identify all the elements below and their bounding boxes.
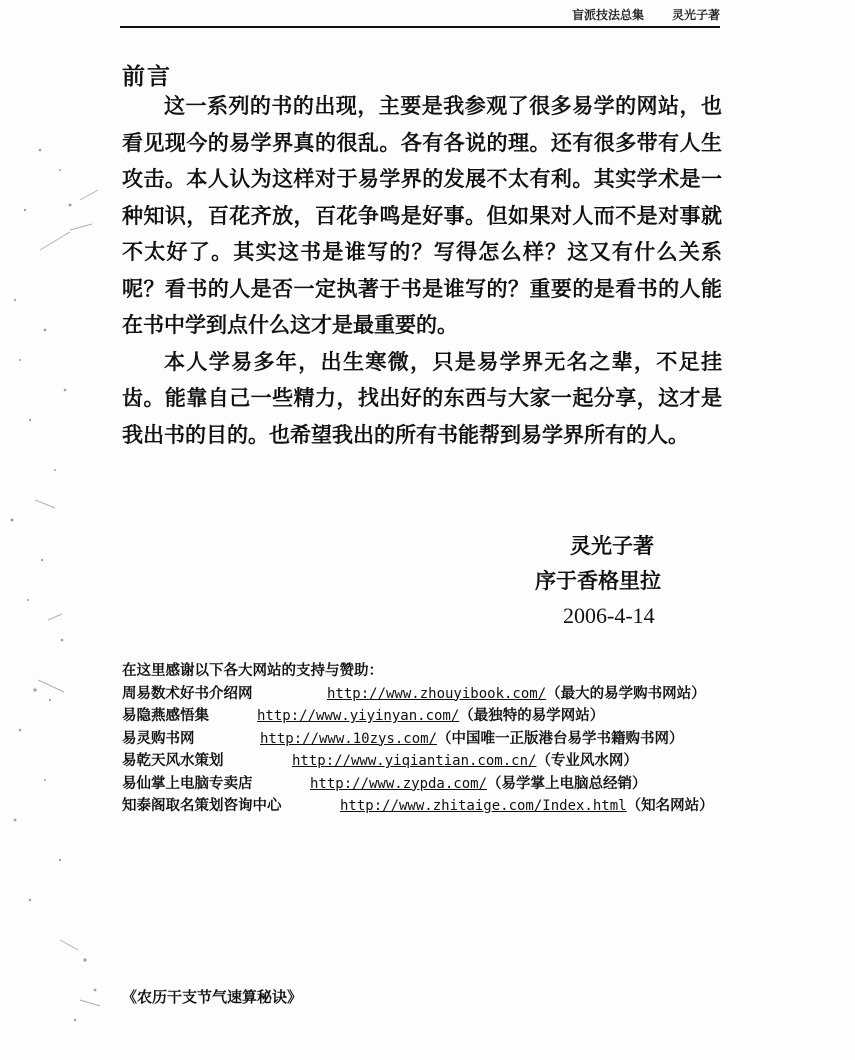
sponsor-name: 易乾天风水策划: [122, 752, 224, 769]
thanks-section: [122, 660, 727, 818]
sponsor-description: （易学掌上电脑总经销）: [487, 774, 647, 792]
footer-book-title: 《农历干支节气速算秘诀》: [122, 988, 303, 1006]
sponsor-entry: [122, 773, 727, 796]
sponsor-entry: [122, 683, 727, 706]
sponsor-link[interactable]: http://www.yiqiantian.com.cn/: [292, 753, 537, 769]
sponsor-description: （知名网站）: [626, 797, 714, 814]
header-rule: [120, 26, 720, 28]
sponsor-name: 易仙掌上电脑专卖店: [122, 774, 253, 792]
signature-author: 灵光子著: [570, 533, 654, 558]
sponsor-name: 易灵购书网: [122, 729, 195, 747]
sponsor-entry: [122, 795, 727, 818]
thanks-intro: 在这里感谢以下各大网站的支持与赞助：: [122, 662, 383, 679]
sponsor-description: （最独特的易学网站）: [459, 707, 605, 724]
sponsor-link[interactable]: http://www.yiyinyan.com/: [257, 708, 460, 724]
sponsor-description: （中国唯一正版港台易学书籍购书网）: [437, 729, 684, 747]
sponsor-link[interactable]: http://www.10zys.com/: [260, 730, 438, 747]
signature-date: 2006-4-14: [563, 603, 655, 628]
preface-paragraph-1: 这一系列的书的出现，主要是我参观了很多易学的网站，也看见现今的易学界真的很乱。各有各说的理。还有很多带有人生攻击。本人认为这样对于易学界的发展不太有利。其实学术是一种知识，百花齐放，百花争鸣是好事。但如果对人而不是对事就不太好了。其实这书是谁写的？写得怎么样？这又有什么关系呢？看书的人是否一定执著于书是谁写的？重要的是看书的人能在书中学到点什么这才是最重要的。: [122, 93, 722, 337]
sponsor-name: 易隐燕感悟集: [122, 707, 209, 724]
sponsor-description: （专业风水网）: [536, 752, 638, 769]
header-author: 灵光子著: [671, 8, 720, 22]
page-header: [505, 6, 720, 26]
preface-signature: [535, 528, 725, 633]
scan-noise: [0, 0, 130, 1060]
preface-body: [122, 88, 722, 453]
sponsor-entry: [122, 728, 727, 751]
sponsor-link[interactable]: http://www.zhouyibook.com/: [327, 685, 547, 702]
preface-paragraph-2: 本人学易多年，出生寒微，只是易学界无名之辈，不足挂齿。能靠自己一些精力，找出好的东西与大家一起分享，这才是我出书的目的。也希望我出的所有书能帮到易学界所有的人。: [122, 348, 722, 447]
sponsor-description: （最大的易学购书网站）: [546, 684, 706, 702]
sponsor-name: 知泰阁取名策划咨询中心: [122, 797, 282, 814]
sponsor-link[interactable]: http://www.zypda.com/: [310, 775, 488, 792]
signature-place: 序于香格里拉: [535, 568, 661, 593]
sponsor-name: 周易数术好书介绍网: [122, 684, 253, 702]
sponsor-entry: [122, 750, 727, 773]
sponsor-entry: [122, 705, 727, 728]
preface-heading: 前言: [122, 63, 172, 90]
sponsor-link[interactable]: http://www.zhitaige.com/Index.html: [340, 798, 627, 814]
header-series-title: 盲派技法总集: [571, 8, 644, 22]
